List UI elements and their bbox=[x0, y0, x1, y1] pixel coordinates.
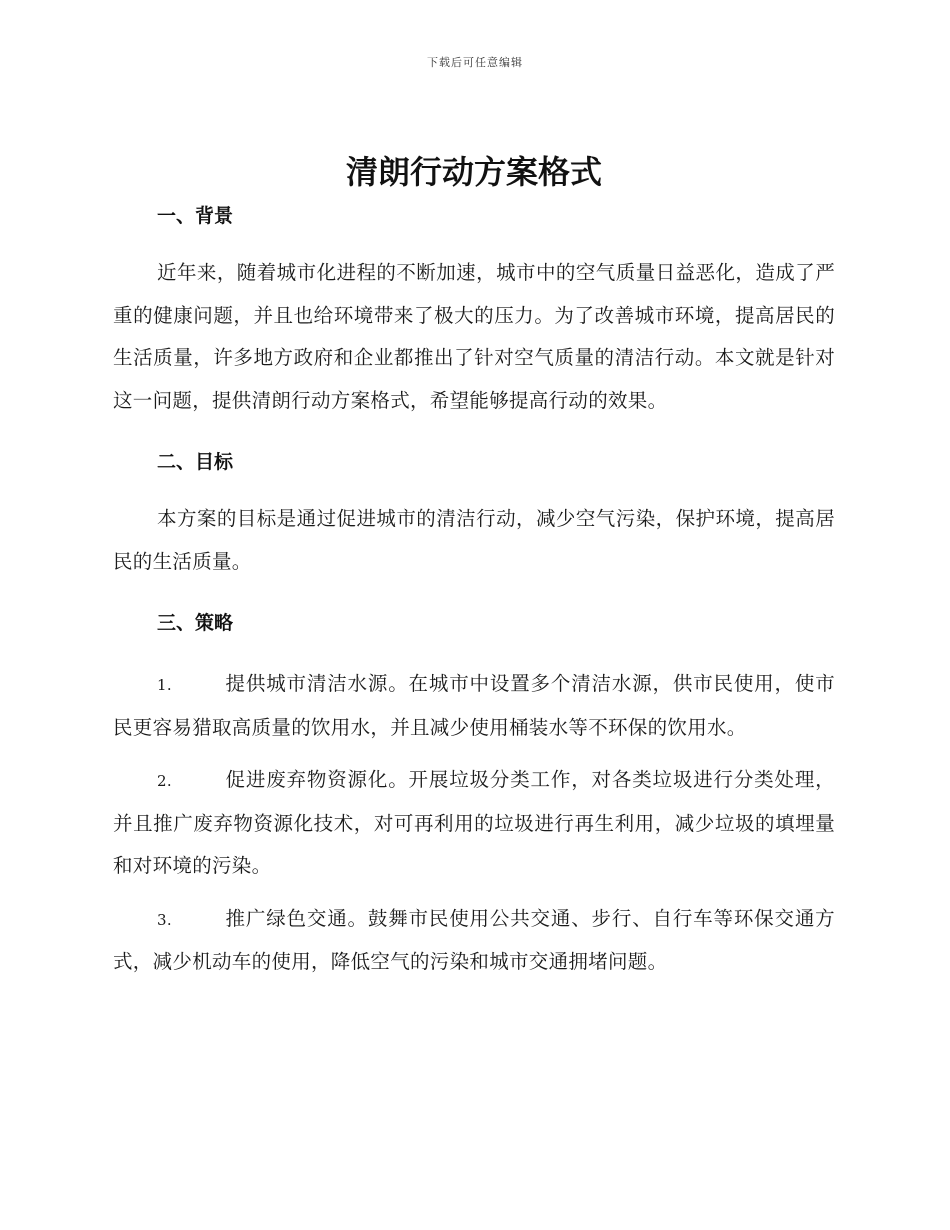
document-body bbox=[113, 150, 835, 994]
section-heading-strategy: 三、策略 bbox=[157, 612, 234, 634]
document-title: 清朗行动方案格式 bbox=[345, 153, 602, 191]
strategy-item-text: 提供城市清洁水源。在城市中设置多个清洁水源，供市民使用，使市民更容易猎取高质量的饮用水，并且减少使用桶装水等不环保的饮用水。 bbox=[113, 672, 835, 739]
section-heading-goal: 二、目标 bbox=[157, 451, 234, 473]
section-heading-background: 一、背景 bbox=[157, 205, 234, 227]
strategy-item-number: 2. bbox=[157, 772, 172, 790]
strategy-item-2 bbox=[113, 759, 835, 888]
goal-paragraph: 本方案的目标是通过促进城市的清洁行动，减少空气污染，保护环境，提高居民的生活质量。 bbox=[113, 507, 835, 573]
strategy-item-text: 推广绿色交通。鼓舞市民使用公共交通、步行、自行车等环保交通方式，减少机动车的使用，降低空气的污染和城市交通拥堵问题。 bbox=[113, 906, 835, 973]
header-note: 下载后可任意编辑 bbox=[427, 56, 523, 69]
strategy-item-number: 1. bbox=[157, 676, 172, 694]
background-paragraph: 近年来，随着城市化进程的不断加速，城市中的空气质量日益恶化，造成了严重的健康问题，并且也给环境带来了极大的压力。为了改善城市环境，提高居民的生活质量，许多地方政府和企业都推出了针对空气质量的清洁行动。本文就是针对这一问题，提供清朗行动方案格式，希望能够提高行动的效果。 bbox=[113, 261, 835, 412]
strategy-item-1 bbox=[113, 663, 835, 749]
strategy-item-text: 促进废弃物资源化。开展垃圾分类工作，对各类垃圾进行分类处理，并且推广废弃物资源化技术，对可再利用的垃圾进行再生利用，减少垃圾的填埋量和对环境的污染。 bbox=[113, 768, 835, 877]
strategy-item-number: 3. bbox=[157, 910, 172, 929]
strategy-item-3 bbox=[113, 898, 835, 984]
